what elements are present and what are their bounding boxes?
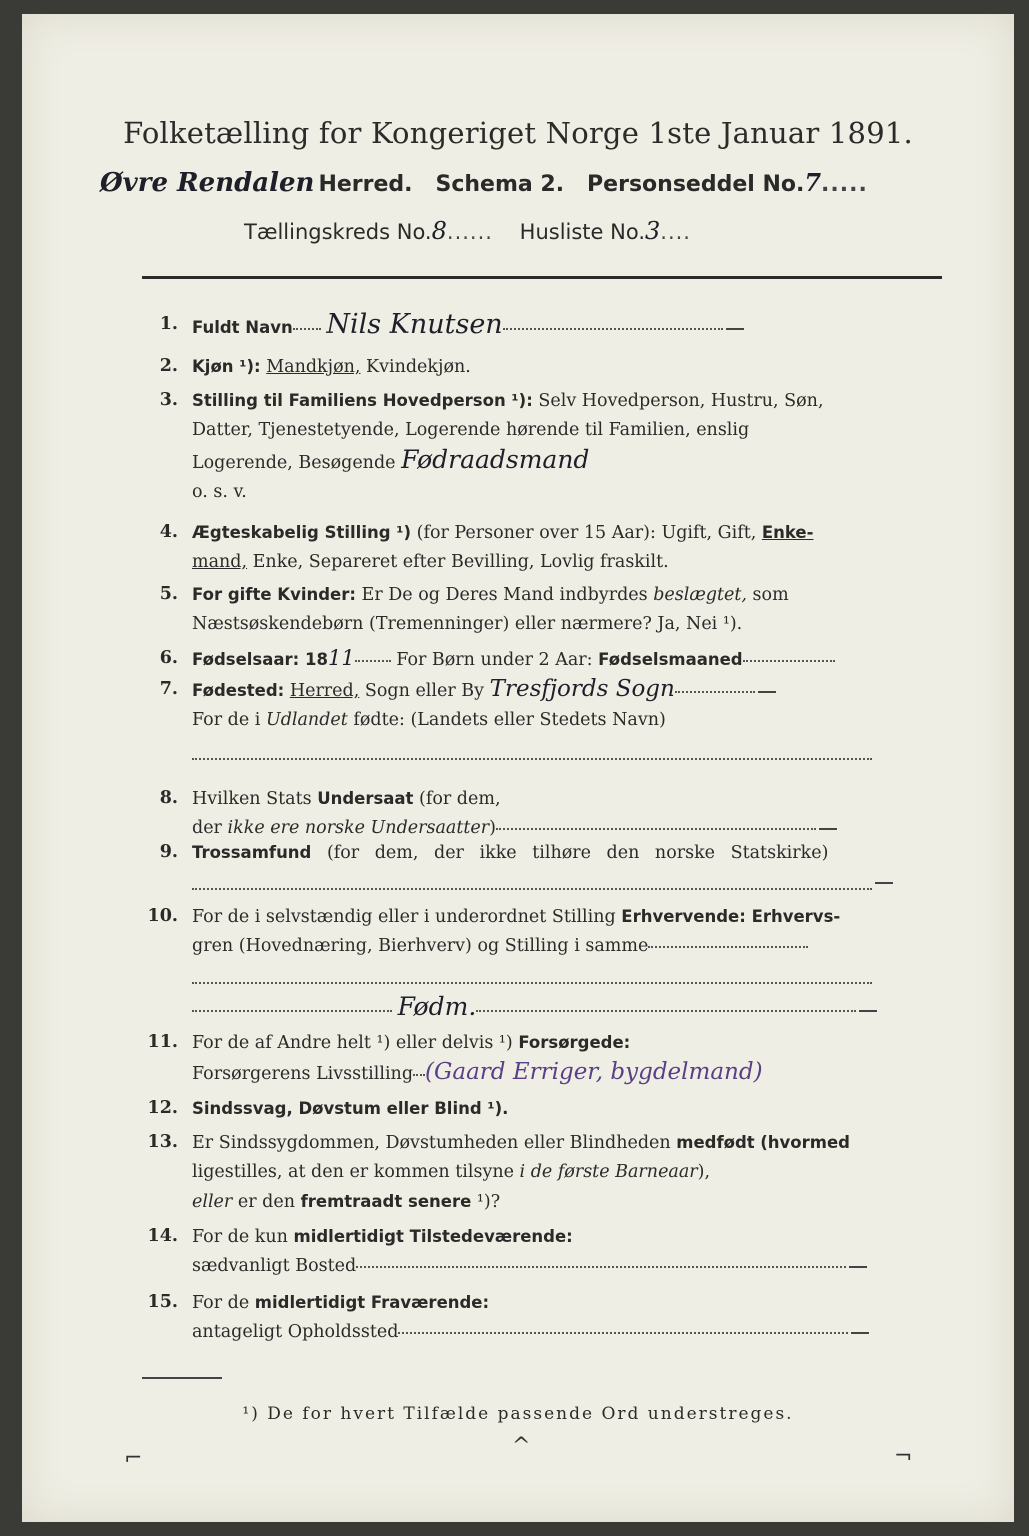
q14-text: For de kun [192,1227,288,1247]
question-number: 9. [159,842,178,862]
q3-text-line3: Logerende, Besøgende [192,453,396,473]
q5-text-end: som [752,585,789,605]
q8-label-bold: Undersaat [317,789,414,808]
census-form-page [22,14,1014,1522]
q6-text: For Børn under 2 Aar: [396,650,593,670]
q14-text-line2: sædvanligt Bosted [192,1256,357,1276]
center-mark-icon: ^ [512,1434,531,1459]
header-kreds-line [244,217,691,245]
q11-label-bold: Forsørgede: [518,1033,631,1052]
question-number: 11. [147,1032,178,1052]
q4-text: (for Personer over 15 Aar): Ugift, Gift, [416,523,757,543]
kreds-label: Tællingskreds No. [244,220,432,244]
question-number: 10. [147,906,178,926]
question-number: 3. [159,390,178,410]
q4-label: Ægteskabelig Stilling ¹) [192,523,412,542]
q8-text-line2-end: ) [489,818,496,838]
question-number: 2. [159,356,178,376]
question-number: 8. [159,788,178,808]
q5-label: For gifte Kvinder: [192,585,356,604]
q7-text-line2: For de i [192,710,261,730]
q13-text: Er Sindssygdommen, Døvstumheden eller Blindheden [192,1133,671,1153]
option-enkemand-underlined-2: mand, [192,552,248,572]
husliste-leader: .... [660,220,691,244]
question-number: 6. [159,648,178,668]
footnote-divider [142,1377,222,1379]
q7-italic: Udlandet [265,710,348,730]
q14-label-bold: midlertidigt Tilstedeværende: [293,1227,573,1246]
q8-italic: ikke ere norske Undersaatter [227,818,490,838]
q13-italic: i de første Barneaar [519,1162,698,1182]
q9-label: Trossamfund [192,843,312,862]
kreds-number: 8 [431,217,447,245]
q7-text-line2-end: fødte: (Landets eller Stedets Navn) [353,710,666,730]
option-kvindekjon: Kvindekjøn. [366,357,471,377]
corner-mark-right-icon: ¬ [894,1444,913,1469]
q13-italic-2: eller [192,1192,233,1212]
question-number: 13. [147,1132,178,1152]
q8-text: (for dem, [419,789,501,809]
q13-label-bold: medfødt [676,1133,755,1152]
q11-text: For de af Andre helt ¹) eller delvis ¹) [192,1033,513,1053]
option-enkemand-underlined: Enke- [761,523,814,542]
supporter-handwritten: (Gaard Erriger, bygdelmand) [425,1059,763,1085]
q5-text: Er De og Deres Mand indbyrdes [361,585,648,605]
q3-text-line4: o. s. v. [192,482,247,502]
q10-text-line2: gren (Hovednæring, Bierhverv) og Stilling i samme [192,936,649,956]
q8-text-line2: der [192,818,222,838]
question-number: 15. [147,1292,178,1312]
q10-label-bold: Erhvervende: Erhvervs- [621,907,841,926]
q12-label: Sindssvag, Døvstum eller Blind ¹). [192,1099,509,1118]
q9-text: (for dem, der ikke tilhøre den norske Statskirke) [326,843,829,863]
q13-text-line3: er den [237,1192,295,1212]
position-handwritten: Fødraadsmand [401,445,590,474]
q13-text-line3-end: ¹)? [476,1192,501,1212]
q15-label-bold: midlertidigt Fraværende: [254,1293,490,1312]
option-herred-underlined: Herred, [289,681,360,701]
herred-handwritten: Øvre Rendalen [100,168,315,198]
q5-italic: beslægtet, [653,585,747,605]
q10-text: For de i selvstændig eller i underordnet Stilling [192,907,616,927]
q3-text: Selv Hovedperson, Hustru, Søn, [538,391,824,411]
q2-label: Kjøn ¹): [192,357,261,376]
husliste-number: 3 [645,217,661,245]
footnote: ¹) De for hvert Tilfælde passende Ord understreges. [242,1404,794,1424]
q3-text-line2: Datter, Tjenestetyende, Logerende hørende til Familien, enslig [192,420,750,440]
birth-year-handwritten: 11 [327,646,355,670]
option-mandkjon-underlined: Mandkjøn, [266,357,361,377]
husliste-label: Husliste No. [519,220,645,244]
q13-label-bold-2: fremtraadt senere [300,1192,472,1211]
question-number: 7. [159,679,178,699]
q8-label: Hvilken Stats [192,789,312,809]
q4-text-line2: Enke, Separeret efter Bevilling, Lovlig fraskilt. [252,552,669,572]
q13-text-end: (hvormed [760,1133,850,1152]
personseddel-number: 7 [804,168,822,197]
form-title: Folketælling for Kongeriget Norge 1ste Januar 1891. [123,116,913,150]
question-number: 14. [147,1226,178,1246]
q15-text: For de [192,1293,250,1313]
name-handwritten: Nils Knutsen [326,309,503,340]
q3-label: Stilling til Familiens Hovedperson ¹): [192,391,533,410]
q1-label: Fuldt Navn [192,318,293,337]
q13-text-line2-end: ), [697,1162,711,1182]
q6-label: Fødselsaar: 18 [192,650,328,669]
q7-label: Fødested: [192,681,285,700]
header-herred-line [100,168,868,198]
corner-mark-left-icon: ⌐ [124,1446,143,1471]
question-number: 4. [159,522,178,542]
q15-text-line2: antageligt Opholdssted [192,1322,399,1342]
q5-text-line2: Næstsøskendebørn (Tremenninger) eller nærmere? Ja, Nei ¹). [192,614,743,634]
birthplace-handwritten: Tresfjords Sogn [489,676,675,702]
schema-label: Schema 2. [435,172,565,197]
question-number: 12. [147,1098,178,1118]
occupation-handwritten: Fødm. [397,992,477,1021]
q6-label2: Fødselsmaaned [598,650,743,669]
question-number: 1. [159,314,178,334]
header-divider [142,276,942,279]
herred-label: Herred. [318,172,413,197]
personseddel-label: Personseddel No. [587,172,805,197]
q13-text-line2: ligestilles, at den er kommen tilsyne [192,1162,514,1182]
q7-text: Sogn eller By [364,681,485,701]
kreds-leader: ...... [446,220,493,244]
question-number: 5. [159,584,178,604]
personseddel-leader: ..... [821,172,868,197]
q11-text-line2: Forsørgerens Livsstilling [192,1064,414,1084]
